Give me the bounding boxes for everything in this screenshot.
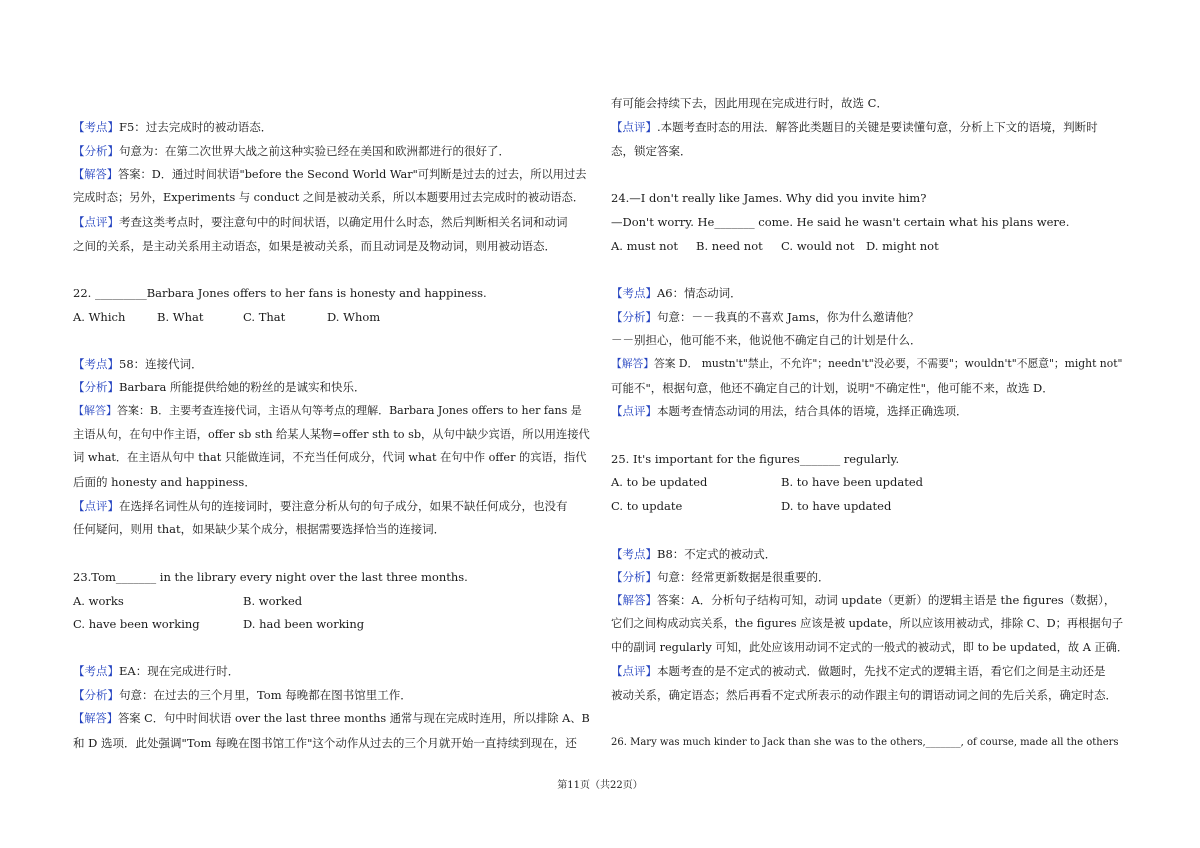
line-text: 考查这类考点时，要注意句中的时间状语，以确定用什么时态，然后判断相关名词和动词 bbox=[119, 215, 568, 229]
line-text: —Don't worry. He_______ come. He said he wasn't certain what his plans were. bbox=[611, 215, 1070, 229]
line-text: B. need not bbox=[696, 239, 763, 253]
left-line bbox=[73, 498, 568, 514]
left-line bbox=[73, 190, 584, 206]
left-line bbox=[73, 379, 366, 395]
left-line bbox=[73, 403, 582, 419]
line-text: .本题考查时态的用法．解答此类题目的关键是要读懂句意，分析上下文的语境，判断时 bbox=[657, 120, 1098, 134]
section-tag: 【分析】 bbox=[73, 380, 119, 394]
line-text: C. That bbox=[243, 310, 286, 324]
section-tag: 【考点】 bbox=[73, 120, 119, 134]
left-line bbox=[157, 309, 203, 325]
line-text: 本题考查情态动词的用法，结合具体的语境，选择正确选项． bbox=[657, 404, 968, 418]
right-line bbox=[611, 451, 899, 467]
section-tag: 【分析】 bbox=[73, 688, 119, 702]
section-tag: 【解答】 bbox=[73, 168, 119, 181]
line-text: F5：过去完成时的被动语态． bbox=[119, 120, 273, 134]
left-line bbox=[243, 309, 285, 325]
line-text: D. Whom bbox=[327, 310, 381, 324]
left-line bbox=[73, 450, 587, 466]
left-line bbox=[73, 474, 256, 490]
right-line bbox=[611, 190, 926, 206]
right-line bbox=[866, 238, 939, 254]
left-line bbox=[73, 309, 125, 325]
right-line bbox=[781, 474, 923, 490]
line-text: A. must not bbox=[611, 239, 679, 253]
line-text: 答案 D． mustn't"禁止，不允许"；needn't"没必要，不需要"；wouldn't"不愿意"；might not" bbox=[654, 357, 1123, 370]
line-text: 中的副词 regularly 可知，此处应该用动词不定式的一般式的被动式，即 to be updated，故 A 正确． bbox=[611, 641, 1129, 654]
line-text: 后面的 honesty and happiness． bbox=[73, 475, 256, 489]
line-text: D. to have updated bbox=[781, 499, 892, 513]
left-line bbox=[73, 167, 587, 183]
line-text: 任何疑问，则用 that，如果缺少某个成分，根据需要选择恰当的连接词． bbox=[73, 522, 446, 536]
line-text: 26. Mary was much kinder to Jack than she was to the others,_______, of course, made all the others bbox=[611, 737, 1119, 748]
line-text: A. Which bbox=[73, 310, 126, 324]
right-line bbox=[611, 356, 1122, 372]
right-line bbox=[781, 498, 891, 514]
right-line bbox=[611, 474, 707, 490]
left-line bbox=[73, 735, 577, 751]
section-tag: 【考点】 bbox=[73, 664, 119, 678]
line-text: C. have been working bbox=[73, 617, 200, 631]
line-text: A. to be updated bbox=[611, 475, 708, 489]
right-line bbox=[611, 663, 1106, 679]
section-tag: 【点评】 bbox=[611, 664, 657, 678]
left-line bbox=[327, 309, 380, 325]
page-footer: 第11页（共22页） bbox=[557, 780, 643, 791]
line-text: EA：现在完成进行时． bbox=[119, 664, 240, 678]
line-text: C. to update bbox=[611, 499, 683, 513]
left-line bbox=[73, 663, 239, 679]
line-text: 之间的关系，是主动关系用主动语态，如果是被动关系，而且动词是及物动词，则用被动语态． bbox=[73, 239, 556, 253]
left-line bbox=[73, 238, 556, 254]
right-line bbox=[611, 403, 968, 419]
line-text: 句意：经常更新数据是很重要的． bbox=[657, 570, 830, 584]
section-tag: 【点评】 bbox=[73, 499, 119, 513]
line-text: B. What bbox=[157, 310, 204, 324]
left-line bbox=[73, 214, 568, 230]
right-line bbox=[611, 332, 922, 348]
line-text: 它们之间构成动宾关系，the figures 应该是被 update，所以应该用被动式，排除 C、D；再根据句子 bbox=[611, 617, 1124, 630]
right-line bbox=[611, 214, 1069, 230]
line-text: B8：不定式的被动式． bbox=[657, 547, 777, 561]
section-tag: 【解答】 bbox=[611, 593, 657, 607]
left-line bbox=[243, 593, 302, 609]
left-line bbox=[73, 521, 445, 537]
line-text: A6：情态动词． bbox=[657, 286, 742, 300]
line-text: 态，锁定答案． bbox=[611, 144, 692, 158]
line-text: 本题考查的是不定式的被动式．做题时，先找不定式的逻辑主语，看它们之间是主动还是 bbox=[657, 664, 1106, 678]
right-line bbox=[611, 119, 1098, 135]
line-text: 23.Tom_______ in the library every night over the last three months. bbox=[73, 570, 468, 584]
right-line bbox=[611, 640, 1128, 656]
left-line bbox=[73, 356, 203, 372]
right-line bbox=[611, 238, 678, 254]
left-line bbox=[73, 593, 124, 609]
line-text: 24.—I don't really like James. Why did you invite him? bbox=[611, 191, 927, 205]
line-text: 25. It's important for the figures_______ regularly. bbox=[611, 452, 900, 466]
section-tag: 【解答】 bbox=[611, 357, 655, 370]
left-line bbox=[73, 143, 510, 159]
right-line bbox=[611, 498, 682, 514]
line-text: 有可能会持续下去，因此用现在完成进行时，故选 C． bbox=[611, 96, 888, 110]
section-tag: 【解答】 bbox=[73, 404, 117, 417]
right-line bbox=[611, 616, 1123, 632]
section-tag: 【分析】 bbox=[611, 570, 657, 584]
line-text: D. had been working bbox=[243, 617, 365, 631]
left-line bbox=[73, 711, 590, 727]
left-line bbox=[73, 687, 412, 703]
line-text: 58：连接代词． bbox=[119, 357, 203, 371]
right-line bbox=[611, 143, 692, 159]
right-line bbox=[611, 380, 1054, 396]
line-text: 句意：在过去的三个月里，Tom 每晚都在图书馆里工作． bbox=[119, 688, 412, 702]
right-line bbox=[696, 238, 763, 254]
section-tag: 【考点】 bbox=[611, 547, 657, 561]
right-line bbox=[611, 546, 776, 562]
line-text: 答案：B．主要考查连接代词，主语从句等考点的理解．Barbara Jones offers to her fans 是 bbox=[117, 404, 582, 417]
line-text: 在选择名词性从句的连接词时，要注意分析从句的句子成分，如果不缺任何成分，也没有 bbox=[119, 499, 568, 513]
line-text: 词 what．在主语从句中 that 只能做连词，不充当任何成分，代词 what 在句中作 offer 的宾语，指代 bbox=[73, 451, 587, 464]
section-tag: 【点评】 bbox=[611, 404, 657, 418]
right-line bbox=[781, 238, 855, 254]
right-line bbox=[611, 569, 830, 585]
left-line bbox=[73, 285, 487, 301]
line-text: 和 D 选项．此处强调"Tom 每晚在图书馆工作"这个动作从过去的三个月就开始一直持续到现在，还 bbox=[73, 736, 577, 750]
line-text: Barbara 所能提供给她的粉丝的是诚实和快乐． bbox=[119, 380, 366, 394]
right-line bbox=[611, 735, 1119, 751]
line-text: 答案：A．分析句子结构可知，动词 update（更新）的逻辑主语是 the figures（数据）， bbox=[657, 593, 1116, 607]
left-line bbox=[73, 616, 200, 632]
section-tag: 【分析】 bbox=[73, 144, 119, 158]
line-text: 被动关系，确定语态；然后再看不定式所表示的动作跟主句的谓语动词之间的先后关系，确定时态． bbox=[611, 688, 1117, 702]
right-line bbox=[611, 285, 742, 301]
section-tag: 【解答】 bbox=[73, 712, 119, 725]
line-text: C. would not bbox=[781, 239, 855, 253]
right-line bbox=[611, 592, 1115, 608]
line-text: 句意为：在第二次世界大战之前这种实验已经在美国和欧洲都进行的很好了． bbox=[119, 144, 510, 158]
section-tag: 【点评】 bbox=[73, 215, 119, 229]
line-text: B. to have been updated bbox=[781, 475, 923, 489]
line-text: B. worked bbox=[243, 594, 303, 608]
section-tag: 【分析】 bbox=[611, 310, 657, 324]
line-text: 可能不"，根据句意，他还不确定自己的计划，说明"不确定性"，他可能不来，故选 D． bbox=[611, 381, 1054, 395]
right-line bbox=[611, 309, 919, 325]
right-line bbox=[611, 687, 1117, 703]
right-line bbox=[611, 95, 888, 111]
line-text: 答案：D．通过时间状语"before the Second World War"可判断是过去的过去，所以用过去 bbox=[118, 168, 587, 181]
left-line bbox=[73, 119, 272, 135]
line-text: －－别担心，他可能不来，他说他不确定自己的计划是什么． bbox=[611, 333, 922, 347]
section-tag: 【考点】 bbox=[611, 286, 657, 300]
line-text: 答案 C．句中时间状语 over the last three months 通常与现在完成时连用，所以排除 A、B bbox=[118, 712, 590, 725]
line-text: 完成时态；另外，Experiments 与 conduct 之间是被动关系，所以本题要用过去完成时的被动语态． bbox=[73, 191, 585, 204]
left-line bbox=[73, 569, 468, 585]
line-text: A. works bbox=[73, 594, 124, 608]
line-text: 22. _________Barbara Jones offers to her fans is honesty and happiness. bbox=[73, 286, 487, 300]
section-tag: 【考点】 bbox=[73, 357, 119, 371]
line-text: D. might not bbox=[866, 239, 939, 253]
line-text: 句意：－－我真的不喜欢 Jams，你为什么邀请他？ bbox=[657, 310, 919, 324]
line-text: 主语从句，在句中作主语，offer sb sth 给某人某物=offer sth to sb，从句中缺少宾语，所以用连接代 bbox=[73, 428, 590, 441]
section-tag: 【点评】 bbox=[611, 120, 657, 134]
left-line bbox=[243, 616, 364, 632]
left-line bbox=[73, 427, 590, 443]
